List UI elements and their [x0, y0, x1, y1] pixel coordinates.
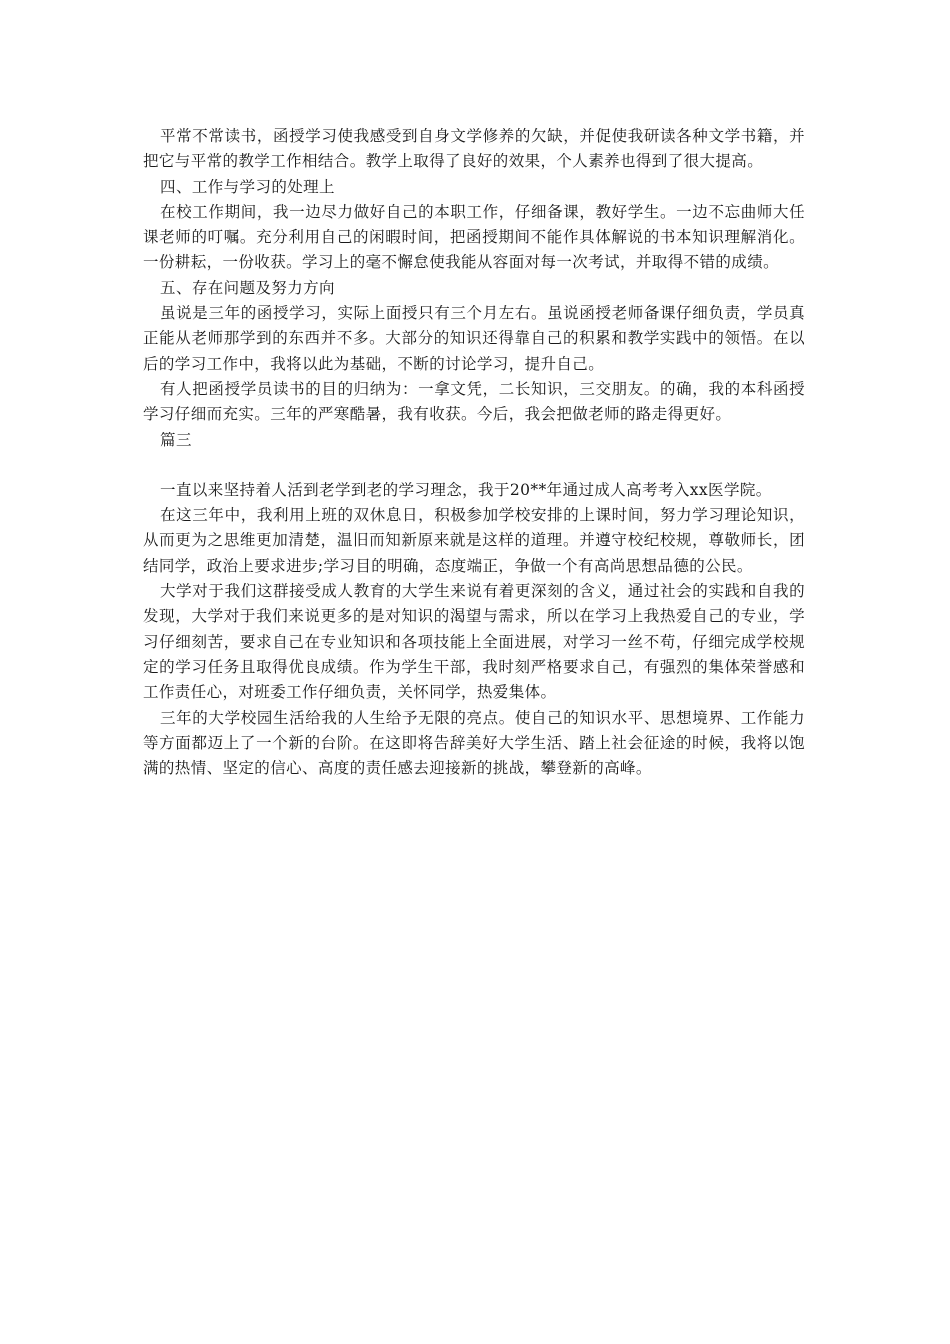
paragraph: 平常不常读书，函授学习使我感受到自身文学修养的欠缺，并促使我研读各种文学书籍，并把它与平常的教学工作相结合。教学上取得了良好的效果，个人素养也得到了很大提高。: [143, 127, 805, 171]
part-heading: 篇三: [160, 430, 192, 449]
paragraph: 在这三年中，我利用上班的双休息日，积极参加学校安排的上课时间，努力学习理论知识，从而更为之思维更加清楚，温旧而知新原来就是这样的道理。并遵守校纪校规，尊敬师长，团结同学，政治上要求进步;学习目的明确，态度端正，争做一个有高尚思想品德的公民。: [143, 506, 805, 575]
blank-line: [143, 453, 805, 478]
paragraph: 虽说是三年的函授学习，实际上面授只有三个月左右。虽说函授老师备课仔细负责，学员真正能从老师那学到的东西并不多。大部分的知识还得靠自己的积累和教学实践中的领悟。在以后的学习工作中，我将以此为基础，不断的讨论学习，提升自己。: [143, 304, 805, 373]
paragraph: 一直以来坚持着人活到老学到老的学习理念，我于20**年通过成人高考考入xx医学院。: [160, 480, 772, 499]
paragraph: 三年的大学校园生活给我的人生给予无限的亮点。使自己的知识水平、思想境界、工作能力等方面都迈上了一个新的台阶。在这即将告辞美好大学生活、踏上社会征途的时候，我将以饱满的热情、坚定的信心、高度的责任感去迎接新的挑战，攀登新的高峰。: [143, 708, 805, 778]
paragraph: 在校工作期间，我一边尽力做好自己的本职工作，仔细备课，教好学生。一边不忘曲师大任课老师的叮嘱。充分利用自己的闲暇时间，把函授期间不能作具体解说的书本知识理解消化。一份耕耘，一份收获。学习上的毫不懈怠使我能从容面对每一次考试，并取得不错的成绩。: [143, 202, 805, 272]
document-body: [143, 124, 805, 781]
paragraph: 大学对于我们这群接受成人教育的大学生来说有着更深刻的含义，通过社会的实践和自我的发现，大学对于我们来说更多的是对知识的渴望与需求，所以在学习上我热爱自己的专业，学习仔细刻苦，要求自己在专业知识和各项技能上全面进展，对学习一丝不苟，仔细完成学校规定的学习任务且取得优良成绩。作为学生干部，我时刻严格要求自己，有强烈的集体荣誉感和工作责任心，对班委工作仔细负责，关怀同学，热爱集体。: [143, 582, 805, 702]
section-heading: 四、工作与学习的处理上: [160, 177, 335, 196]
paragraph: 有人把函授学员读书的目的归纳为：一拿文凭，二长知识，三交朋友。的确，我的本科函授学习仔细而充实。三年的严寒酷暑，我有收获。今后，我会把做老师的路走得更好。: [143, 379, 805, 424]
section-heading: 五、存在问题及努力方向: [160, 278, 335, 297]
